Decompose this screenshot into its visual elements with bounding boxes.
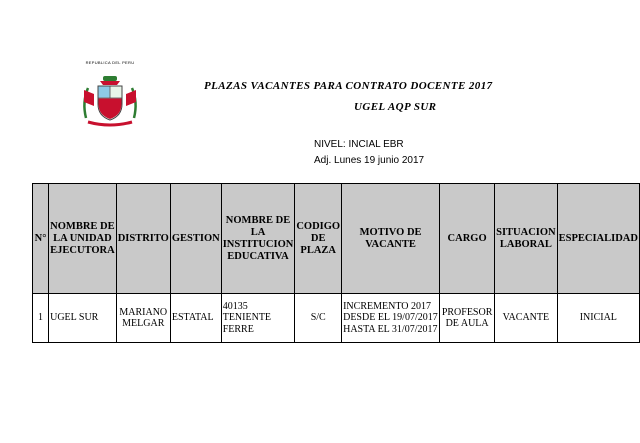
- cell-motivo: INCREMENTO 2017 DESDE EL 19/07/2017 HASTA EL 31/07/2017: [342, 294, 440, 343]
- col-header-codigo: CODIGO DE PLAZA: [295, 184, 342, 294]
- col-header-institucion: NOMBRE DE LA INSTITUCION EDUCATIVA: [221, 184, 295, 294]
- col-header-unidad: NOMBRE DE LA UNIDAD EJECUTORA: [49, 184, 117, 294]
- vacancies-table: [32, 183, 640, 343]
- col-header-motivo: MOTIVO DE VACANTE: [342, 184, 440, 294]
- col-header-cargo: CARGO: [440, 184, 495, 294]
- cell-especialidad: INICIAL: [557, 294, 639, 343]
- document-subtitle: UGEL AQP SUR: [354, 101, 437, 113]
- col-header-especialidad: ESPECIALIDAD: [557, 184, 639, 294]
- cell-situacion: VACANTE: [495, 294, 558, 343]
- table-header-row: [33, 184, 640, 294]
- cell-number: 1: [33, 294, 49, 343]
- table-row: [33, 294, 640, 343]
- col-header-gestion: GESTION: [170, 184, 221, 294]
- nivel-line: NIVEL: INCIAL EBR: [314, 139, 404, 150]
- col-header-number: N°: [33, 184, 49, 294]
- peru-coat-of-arms-logo: [80, 66, 140, 128]
- cell-cargo: PROFESOR DE AULA: [440, 294, 495, 343]
- cell-institucion: 40135 TENIENTE FERRE: [221, 294, 295, 343]
- col-header-distrito: DISTRITO: [116, 184, 170, 294]
- document-title: PLAZAS VACANTES PARA CONTRATO DOCENTE 2017: [204, 80, 493, 92]
- cell-codigo: S/C: [295, 294, 342, 343]
- cell-gestion: ESTATAL: [170, 294, 221, 343]
- cell-distrito: MARIANO MELGAR: [116, 294, 170, 343]
- adjudication-date-line: Adj. Lunes 19 junio 2017: [314, 155, 425, 166]
- seal-caption: REPUBLICA DEL PERU: [85, 60, 135, 65]
- col-header-situacion: SITUACION LABORAL: [495, 184, 558, 294]
- cell-unidad: UGEL SUR: [49, 294, 117, 343]
